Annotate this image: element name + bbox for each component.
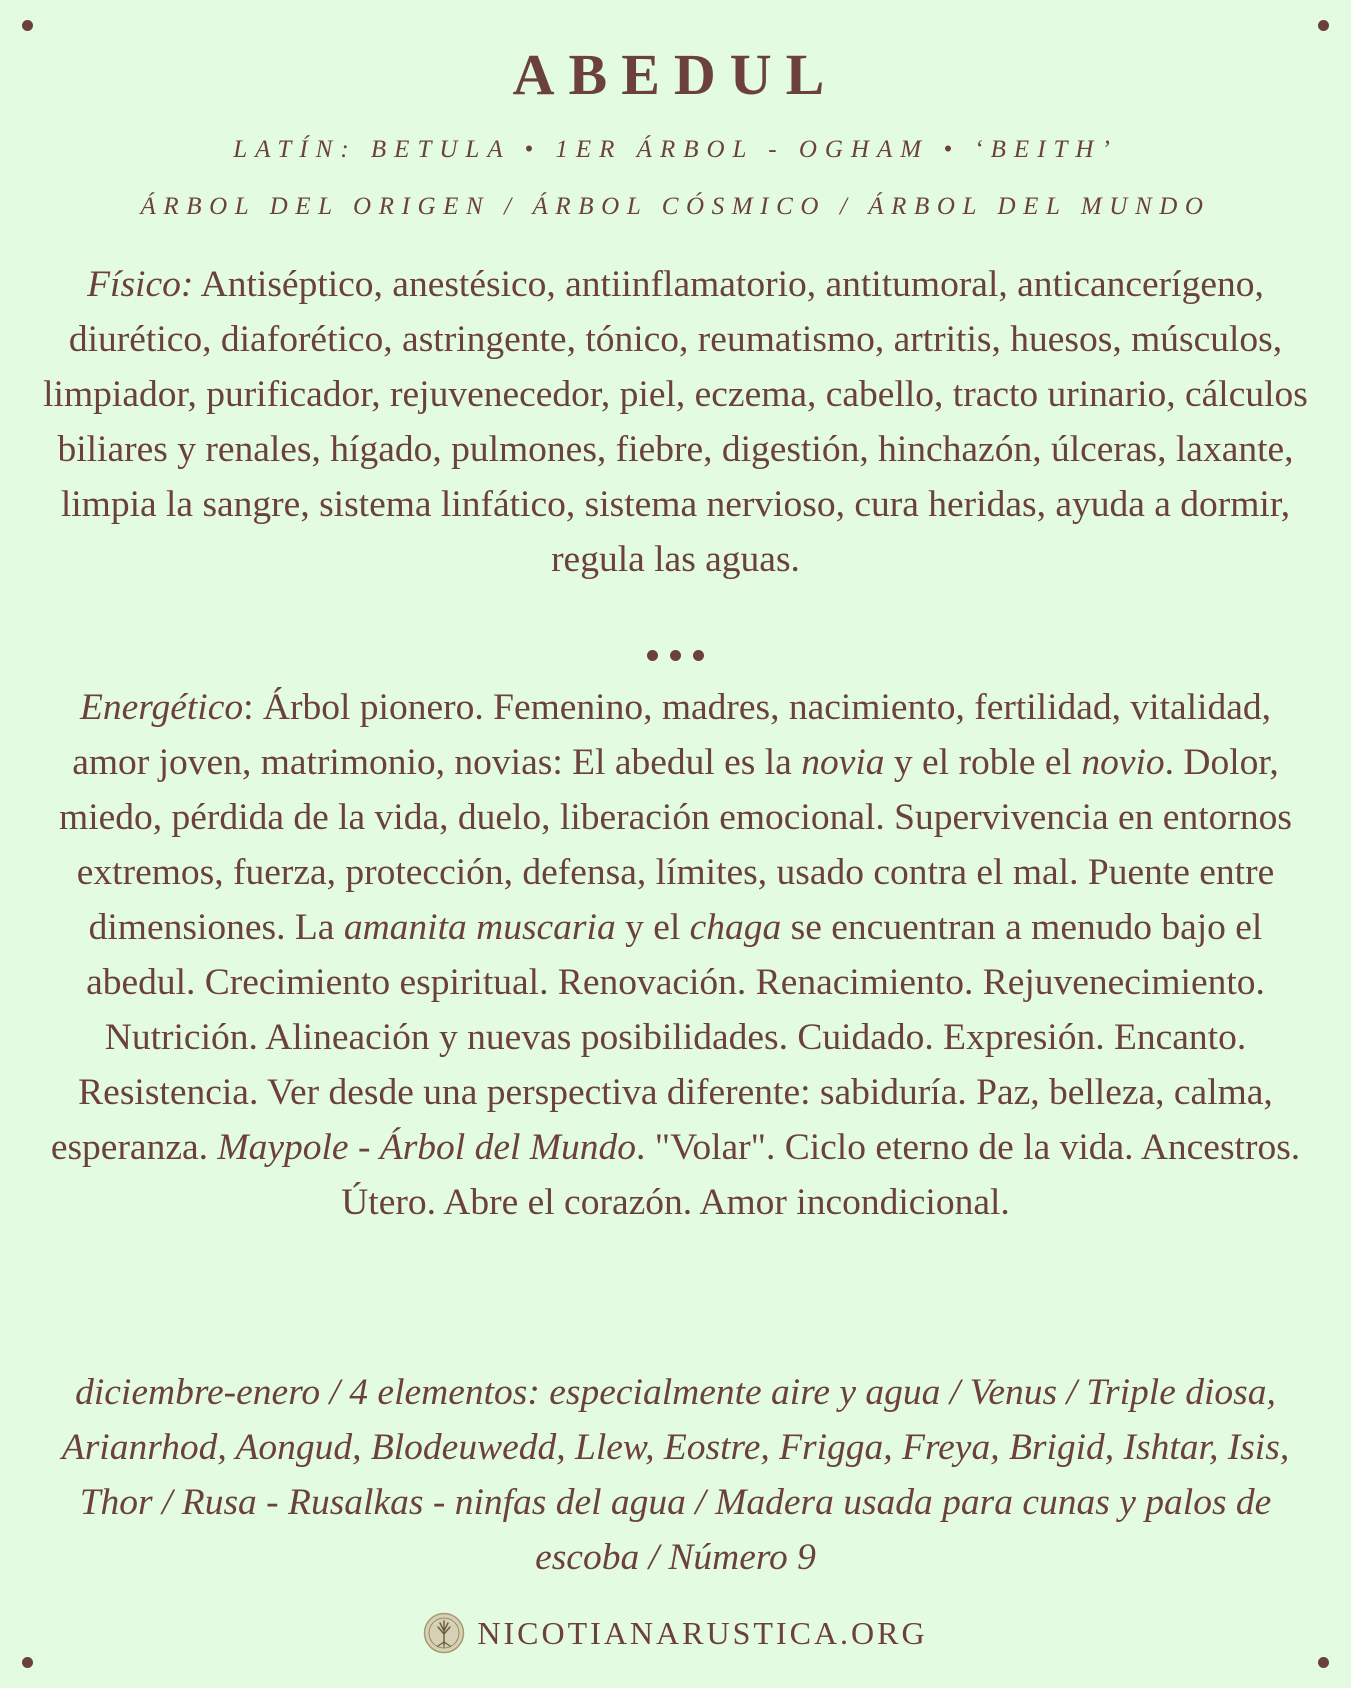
brand-text: NICOTIANARUSTICA.ORG — [477, 1615, 928, 1651]
energetico-paragraph — [40, 680, 1311, 1230]
energetico-text: y el — [615, 907, 690, 948]
corner-dot-bottom-left — [22, 1657, 33, 1668]
energetico-italic: Maypole - Árbol del Mundo — [217, 1127, 637, 1168]
subtitle-origin: ÁRBOL DEL ORIGEN / ÁRBOL CÓSMICO / ÁRBOL DEL MUNDO — [140, 193, 1211, 220]
energetico-italic: novio — [1081, 742, 1165, 783]
separator-dot — [693, 650, 704, 661]
separator-dot — [647, 650, 658, 661]
energetico-italic: chaga — [689, 907, 782, 948]
energetico-italic: novia — [801, 742, 885, 783]
energetico-text: . "Volar". Ciclo eterno de la vida. Ancestros. Útero. Abre el corazón. Amor incondicional. — [341, 1127, 1301, 1223]
separator-dot — [670, 650, 681, 661]
corner-dot-top-right — [1318, 20, 1329, 31]
energetico-italic: amanita muscaria — [343, 907, 616, 948]
fisico-paragraph — [40, 257, 1311, 587]
corner-dot-top-left — [22, 20, 33, 31]
energetico-text: y el roble el — [884, 742, 1082, 783]
energetico-text: se encuentran a menudo bajo el abedul. Crecimiento espiritual. Renovación. Renacimiento. Rejuvenecimiento. Nutrición. Alineación y nuevas posibilidades. Cuidado. Expresión. Encanto. Resistencia. Ver desde una perspectiva diferente: sabiduría. Paz, belleza, calma, esperanza. — [50, 907, 1273, 1168]
energetico-label: Energético — [79, 687, 244, 728]
energetico-text: . Dolor, miedo, pérdida de la vida, duelo, liberación emocional. Supervivencia en entornos extremos, fuerza, protección, defensa, límites, usado contra el mal. Puente entre dimensiones. La — [59, 742, 1292, 948]
tree-of-life-logo-icon — [423, 1612, 465, 1654]
separator-dots — [40, 640, 1311, 670]
correspondences-paragraph: diciembre-enero / 4 elementos: especialmente aire y agua / Venus / Triple diosa, Arianrhod, Aongud, Blodeuwedd, Llew, Eostre, Frigga, Freya, Brigid, Ishtar, Isis, Thor / Rusa - Rusalkas - ninfas del agua / Madera usada para cunas y palos de escoba / Número 9 — [61, 1372, 1290, 1578]
subtitle-latin: LATÍN: BETULA • 1ER ÁRBOL - OGHAM • ‘BEITH’ — [233, 136, 1118, 163]
page-title: ABEDUL — [512, 42, 839, 107]
energetico-text: : Árbol pionero. Femenino, madres, nacimiento, fertilidad, vitalidad, amor joven, matrimonio, novias: El abedul es la — [72, 687, 1271, 783]
fisico-text: Antiséptico, anestésico, antiinflamatorio, antitumoral, anticancerígeno, diurético, diaforético, astringente, tónico, reumatismo, artritis, huesos, músculos, limpiador, purificador, rejuvenecedor, piel, eczema, cabello, tracto urinario, cálculos biliares y renales, hígado, pulmones, fiebre, digestión, hinchazón, úlceras, laxante, limpia la sangre, sistema linfático, sistema nervioso, cura heridas, ayuda a dormir, regula las aguas. — [43, 264, 1308, 580]
corner-dot-bottom-right — [1318, 1657, 1329, 1668]
brand-link[interactable] — [40, 1612, 1311, 1654]
fisico-label: Físico: — [87, 264, 194, 305]
